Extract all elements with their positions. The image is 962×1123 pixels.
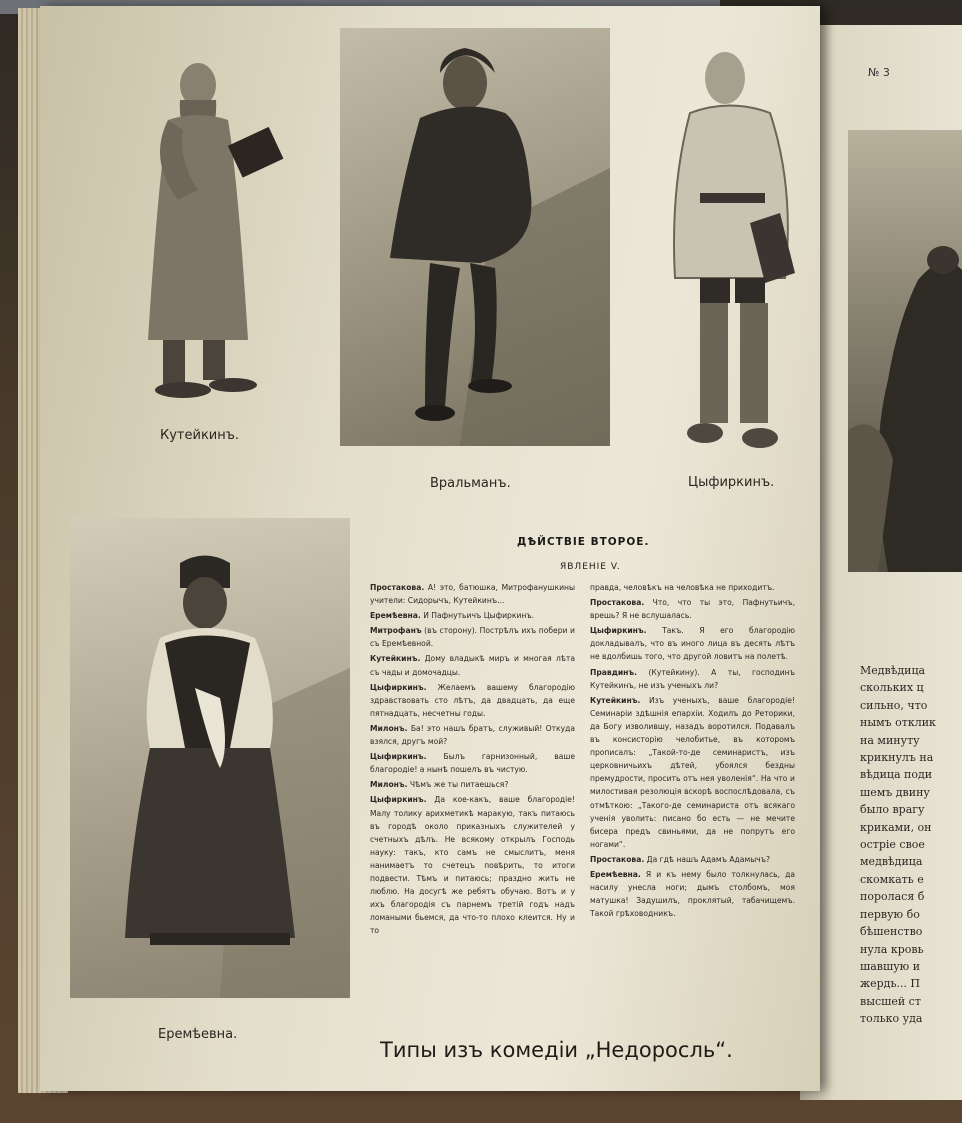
illustration-kuteikin: [138, 40, 308, 410]
side-page-text: [860, 662, 936, 1028]
side-line: Медвѣдица: [860, 664, 926, 677]
side-line: острiе свое: [860, 838, 925, 852]
side-line: шемъ двину: [860, 785, 930, 799]
side-line: криками, он: [860, 820, 932, 834]
page-number: № 3: [868, 66, 890, 79]
side-line: жердь... П: [860, 977, 921, 991]
illustration-vralman: [340, 28, 610, 446]
side-line: крикнулъ на: [860, 751, 934, 765]
dialogue-line: Простакова. Что, что ты это, Пафнутьичъ, врешь? Я не вслушалась.: [590, 598, 795, 621]
scene-heading: ЯВЛЕНІЕ V.: [560, 562, 621, 572]
side-line: медвѣдица: [860, 855, 923, 869]
side-line: шавшую и: [860, 959, 921, 973]
side-line: скольких ц: [860, 681, 924, 695]
illustration-tsyfirkin: [655, 28, 805, 458]
text-column-right: [590, 581, 795, 922]
dialogue-line: Митрофанъ (въ сторону). Пострѣлъ ихъ побери и съ Еремѣевной.: [370, 626, 575, 649]
dialogue-line: Простакова. Да гдѣ нашъ Адамъ Адамычъ?: [590, 854, 771, 864]
side-line: только уда: [860, 1012, 923, 1026]
dialogue-line: Милонъ. Ба! это нашъ братъ, служивый! Откуда взялся, другъ мой?: [370, 723, 575, 747]
dialogue-line: Простакова. А! это, батюшка, Митрофанушкины учители: Сидорычъ, Кутейкинъ...: [370, 583, 575, 606]
caption-kuteikin: Кутейкинъ.: [160, 428, 240, 443]
act-heading: ДѢЙСТВІЕ ВТОРОЕ.: [517, 536, 650, 548]
caption-tsyfirkin: Цыфиркинъ.: [688, 475, 775, 490]
dialogue-line: Цыфиркинъ. Да кое-какъ, ваше благородіе! Малу толику арихметикѣ маракую, такъ питаюсь въ городѣ около приказныхъ служителей у счетныхъ дѣлъ. Не всякому открылъ Господь науку: такъ, кто самъ не смыслитъ, меня нанимаетъ то счетецъ повѣрить, то итоги подвести. Тѣмъ и питаюсь; праздно жить не люблю. На досугѣ же ребятъ обучаю. Вотъ и у ихъ благородія съ парнемъ третій годъ надъ ломаными бьемся, да что-то плохо клеится. Ну и то: [370, 795, 575, 936]
text-column-left: [370, 581, 575, 939]
dialogue-line: Кутейкинъ. Дому владыкѣ миръ и многая лѣта съ чады и домочадцы.: [370, 654, 575, 677]
page-title: Типы изъ комедіи „Недоросль“.: [380, 1038, 733, 1062]
caption-eremeevna: Еремѣевна.: [158, 1027, 238, 1042]
side-line: первую бо: [860, 907, 920, 921]
dialogue-line: Кутейкинъ. Изъ ученыхъ, ваше благородіе! Семинаріи здѣшнія епархіи. Ходилъ до Реторики, да Богу изволившу, назадъ воротился. Подавалъ въ консисторію челобитье, въ которомъ прописалъ: „Такой-то-де семинаристъ, изъ церковничьихъ дѣтей, убоялся бездны премудрости, просить отъ нея уволенія“. На что и милостивая резолюція вскорѣ воспослѣдовала, съ отмѣткою: „Такого-де семинариста отъ всякаго ученія уволить: писано бо есть — не мечите бисера предъ свиньями, да не попрутъ его ногами“.: [590, 695, 795, 849]
caption-vralman: Вральманъ.: [430, 476, 511, 491]
side-line: бѣшенство: [860, 925, 923, 939]
dialogue-line: правда, человѣкъ на человѣка не приходитъ.: [590, 583, 775, 592]
side-line: высшей ст: [860, 994, 921, 1008]
dialogue-line: Правдинъ. (Кутейкину). А ты, господинъ Кутейкинъ, не изъ ученыхъ ли?: [590, 667, 795, 690]
dialogue-line: Еремѣевна. И Пафнутьичъ Цыфиркинъ.: [370, 611, 535, 621]
dialogue-line: Цыфиркинъ. Такъ. Я его благородію докладывалъ, что въ иного лица въ десять лѣтъ не вдолбишь того, что другой ловитъ на полетѣ.: [590, 626, 795, 662]
dialogue-line: Цыфиркинъ. Желаемъ вашему благородію здравствовать сто лѣтъ, да двадцать, да еще пятнадцать, несчетны годы.: [370, 682, 576, 718]
dialogue-line: Милонъ. Чѣмъ же ты питаешься?: [370, 780, 509, 790]
illustration-bear-hunt: [848, 130, 962, 572]
dialogue-line: Еремѣевна. Я и къ нему было толкнулась, да насилу унесла ноги; дымъ столбомъ, моя матушка! Задушилъ, проклятый, табачищемъ. Такой грѣховодникъ.: [590, 869, 795, 919]
side-line: скомкать е: [860, 872, 924, 886]
side-line: сильно, что: [860, 698, 928, 712]
dialogue-line: Цыфиркинъ. Былъ гарнизонный, ваше благородіе! а нынѣ пошелъ въ чистую.: [370, 752, 575, 775]
side-line: вѣдица поди: [860, 768, 933, 782]
illustration-eremeevna: [70, 518, 350, 998]
side-line: нымъ отклик: [860, 716, 936, 730]
side-line: было врагу: [860, 803, 925, 817]
side-line: поролася б: [860, 890, 925, 904]
side-line: нула кровь: [860, 942, 924, 956]
side-line: на минуту: [860, 733, 920, 747]
